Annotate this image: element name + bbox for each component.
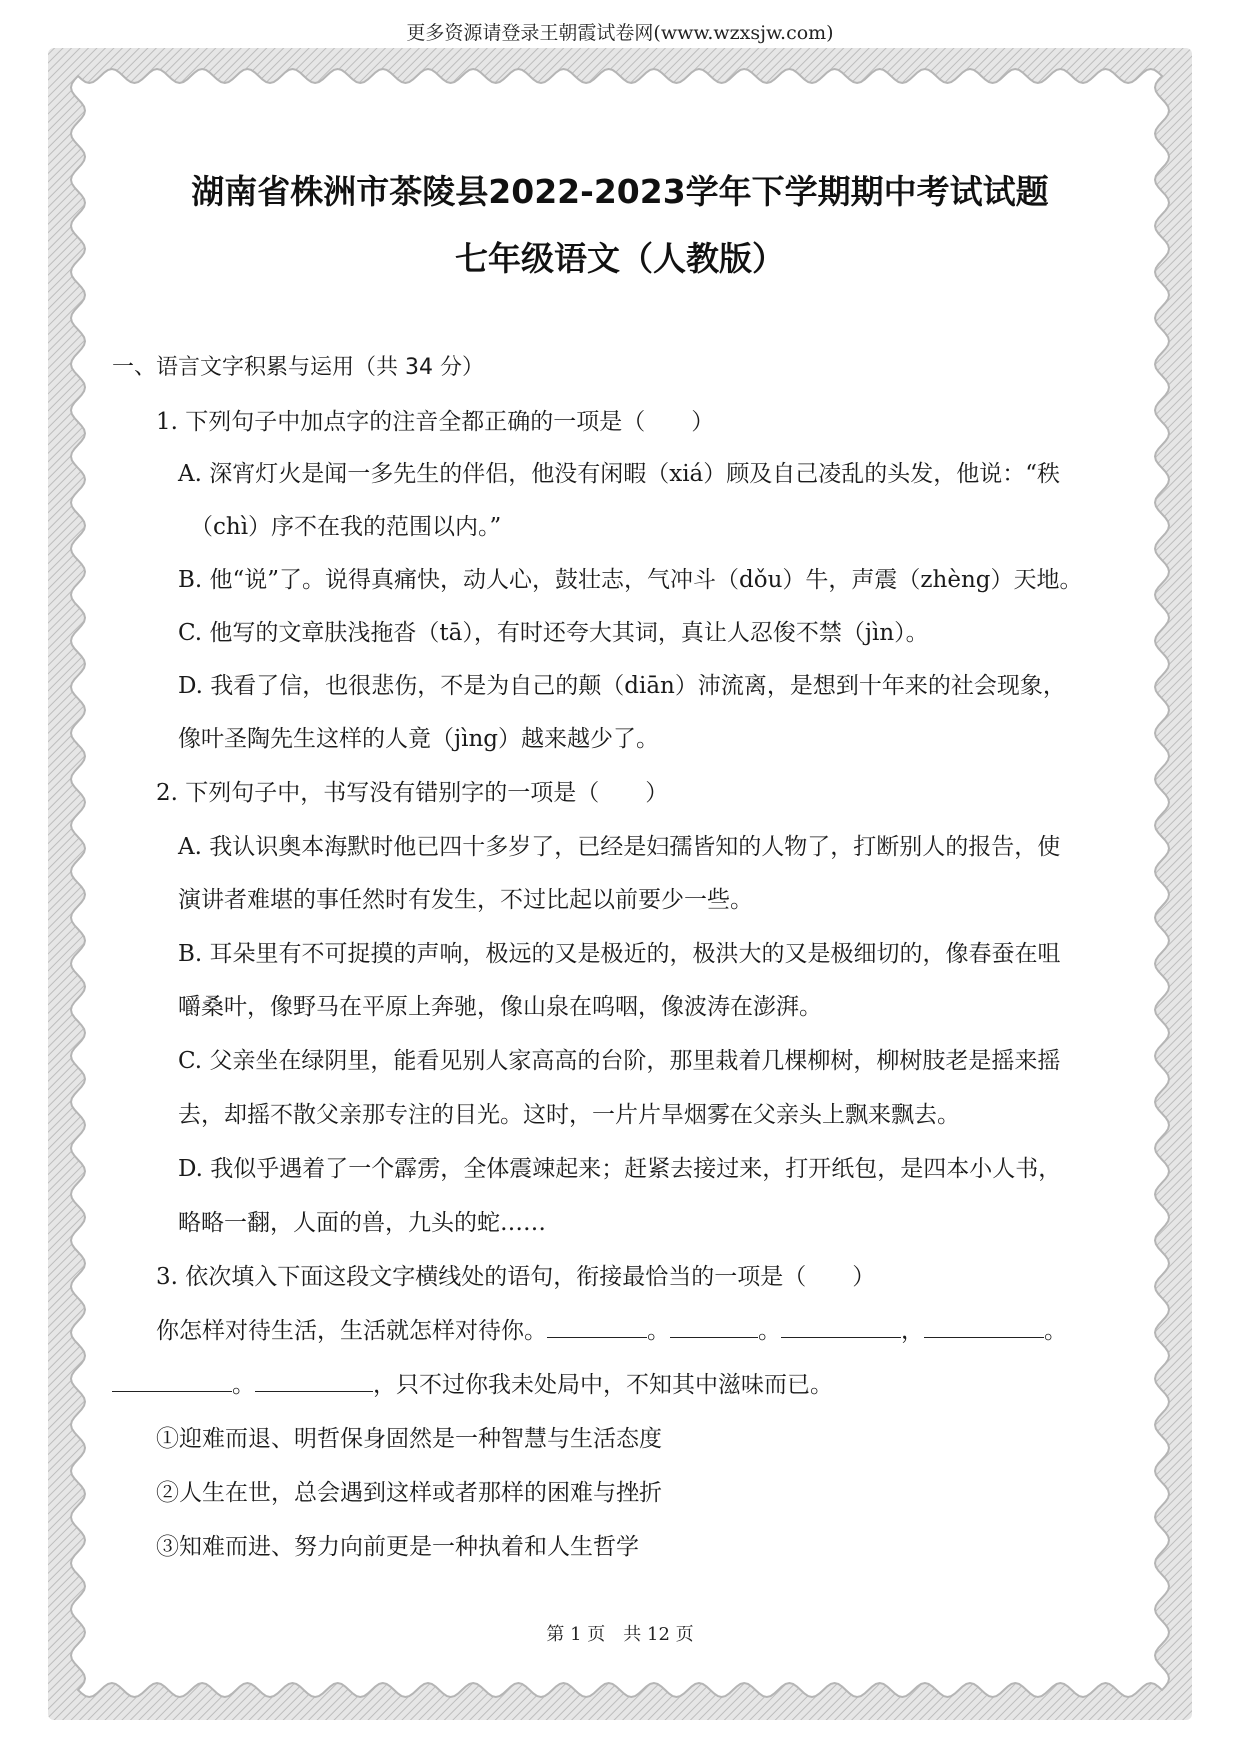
answer-blank: [781, 1315, 901, 1338]
exam-title: 湖南省株洲市茶陵县2022-2023学年下学期期中考试试题: [191, 172, 1049, 211]
q2-option-d: D. 我似乎遇着了一个霹雳，全体震竦起来；赶紧去接过来，打开纸包，是四本小人书，: [178, 1156, 1062, 1182]
q2-option-a-cont: 演讲者难堪的事任然时有发生，不过比起以前要少一些。: [178, 887, 753, 913]
q2-option-b-cont: 嚼桑叶，像野马在平原上奔驰，像山泉在呜咽，像波涛在澎湃。: [178, 994, 822, 1020]
q2-option-a: A. 我认识奥本海默时他已四十多岁了，已经是妇孺皆知的人物了，打断别人的报告，使: [178, 834, 1061, 860]
q3-passage-line1: 你怎样对待生活，生活就怎样对待你。 。 。 ， 。: [156, 1312, 1067, 1345]
q2-option-b: B. 耳朵里有不可捉摸的声响，极远的又是极近的，极洪大的又是极细切的，像春蚕在咀: [178, 941, 1061, 967]
q2-option-c: C. 父亲坐在绿阴里，能看见别人家高高的台阶，那里栽着几棵柳树，柳树肢老是摇来摇: [178, 1048, 1061, 1074]
answer-blank: [670, 1315, 758, 1338]
question-1: 1. 下列句子中加点字的注音全都正确的一项是（ ）: [156, 409, 715, 435]
source-banner: 更多资源请登录王朝霞试卷网(www.wzxsjw.com): [406, 22, 834, 44]
q1-option-b: B. 他“说”了。说得真痛快，动人心，鼓壮志，气冲斗（dǒu）牛，声震（zhèng）天地。: [178, 567, 1083, 593]
q2-option-c-cont: 去，却摇不散父亲那专注的目光。这时，一片片旱烟雾在父亲头上飘来飘去。: [178, 1102, 960, 1128]
answer-blank: [112, 1369, 232, 1392]
question-3: 3. 依次填入下面这段文字横线处的语句，衔接最恰当的一项是（ ）: [156, 1264, 876, 1290]
q1-option-d-cont: 像叶圣陶先生这样的人竟（jìng）越来越少了。: [178, 726, 660, 752]
q3-choice-1: ①迎难而退、明哲保身固然是一种智慧与生活态度: [156, 1426, 662, 1452]
question-2: 2. 下列句子中，书写没有错别字的一项是（ ）: [156, 780, 669, 806]
page-number: 第 1 页 共 12 页: [546, 1624, 694, 1645]
q3-choice-2: ②人生在世，总会遇到这样或者那样的困难与挫折: [156, 1480, 662, 1506]
q1-option-c: C. 他写的文章肤浅拖沓（tā），有时还夸大其词，真让人忍俊不禁（jìn）。: [178, 620, 929, 646]
section-heading: 一、语言文字积累与运用（共 34 分）: [112, 355, 484, 380]
answer-blank: [924, 1315, 1044, 1338]
exam-subtitle: 七年级语文（人教版）: [455, 239, 785, 278]
q1-option-a-cont: （chì）序不在我的范围以内。”: [190, 514, 502, 540]
q3-choice-3: ③知难而进、努力向前更是一种执着和人生哲学: [156, 1534, 639, 1560]
answer-blank: [547, 1315, 647, 1338]
q1-option-d: D. 我看了信，也很悲伤，不是为自己的颠（diān）沛流离，是想到十年来的社会现象，: [178, 673, 1066, 699]
q2-option-d-cont: 略略一翻，人面的兽，九头的蛇……: [178, 1210, 546, 1236]
q1-option-a: A. 深宵灯火是闻一多先生的伴侣，他没有闲暇（xiá）顾及自己凌乱的头发，他说：“秩: [178, 461, 1061, 487]
answer-blank: [255, 1369, 373, 1392]
q3-passage-line2: 。 ，只不过你我未处局中，不知其中滋味而已。: [112, 1366, 833, 1399]
passage-end: ，只不过你我未处局中，不知其中滋味而已。: [373, 1372, 833, 1398]
passage-start: 你怎样对待生活，生活就怎样对待你。: [156, 1318, 547, 1344]
